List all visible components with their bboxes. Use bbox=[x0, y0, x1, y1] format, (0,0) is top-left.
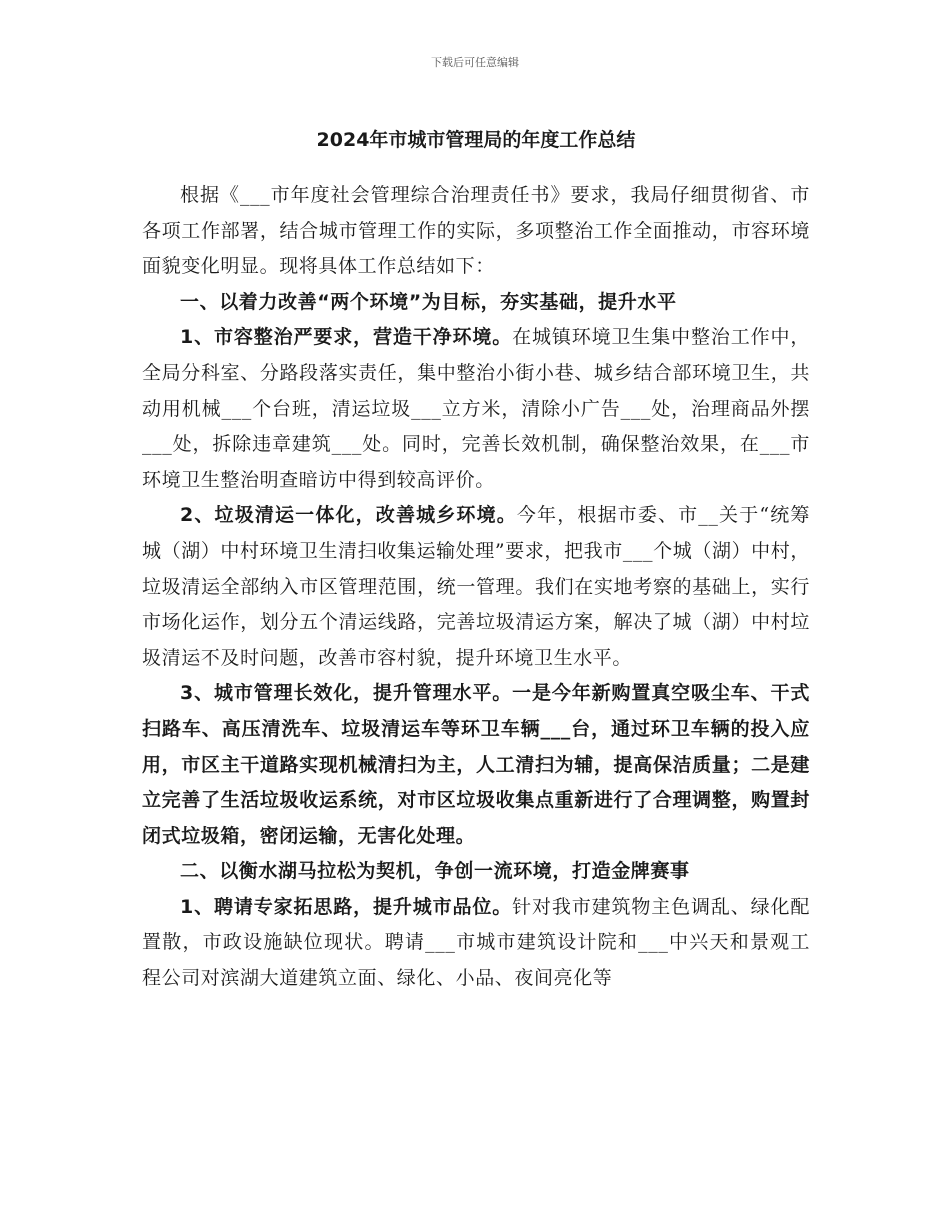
document-title: 2024年市城市管理局的年度工作总结 bbox=[316, 129, 636, 151]
paragraph-1-3: 3、城市管理长效化，提升管理水平。一是今年新购置真空吸尘车、干式扫路车、高压清洗车、垃圾清运车等环卫车辆___台，通过环卫车辆的投入应用，市区主干道路实现机械清扫为主，人工清扫为辅，提高保洁质量；二是建立完善了生活垃圾收运系统，对市区垃圾收集点重新进行了合理调整，购置封闭式垃圾箱，密闭运输，无害化处理。 bbox=[142, 682, 810, 847]
document-body bbox=[142, 120, 810, 997]
paragraph-2-1-body: 针对我市建筑物主色调乱、绿化配置散，市政设施缺位现状。聘请___市城市建筑设计院和___中兴天和景观工程公司对滨湖大道建筑立面、绿化、小品、夜间亮化等 bbox=[142, 895, 810, 990]
paragraph-2-1-lead: 1、聘请专家拓思路，提升城市品位。 bbox=[180, 895, 513, 918]
section-heading-1: 一、以着力改善“两个环境”为目标，夯实基础，提升水平 bbox=[180, 290, 677, 313]
paragraph-1-1-lead: 1、市容整治严要求，营造干净环境。 bbox=[180, 326, 513, 349]
header-note: 下载后可任意编辑 bbox=[431, 56, 519, 69]
paragraph-1-2-body: 今年，根据市委、市__关于“统筹城（湖）中村环境卫生清扫收集运输处理”要求，把我市___个城（湖）中村，垃圾清运全部纳入市区管理范围，统一管理。我们在实地考察的基础上，实行市场化运作，划分五个清运线路，完善垃圾清运方案，解决了城（湖）中村垃圾清运不及时问题，改善市容村貌，提升环境卫生水平。 bbox=[142, 504, 810, 669]
paragraph-1-2 bbox=[142, 498, 810, 676]
intro-paragraph: 根据《___市年度社会管理综合治理责任书》要求，我局仔细贯彻省、市各项工作部署，结合城市管理工作的实际，多项整治工作全面推动，市容环境面貌变化明显。现将具体工作总结如下： bbox=[142, 184, 810, 278]
section-heading-2: 二、以衡水湖马拉松为契机，争创一流环境，打造金牌赛事 bbox=[180, 860, 690, 883]
paragraph-1-1 bbox=[142, 320, 810, 498]
paragraph-2-1 bbox=[142, 890, 810, 997]
paragraph-1-2-lead: 2、垃圾清运一体化，改善城乡环境。 bbox=[180, 504, 517, 527]
paragraph-1-1-body: 在城镇环境卫生集中整治工作中，全局分科室、分路段落实责任，集中整治小街小巷、城乡结合部环境卫生，共动用机械___个台班，清运垃圾___立方米，清除小广告___处，治理商品外摆___处，拆除违章建筑___处。同时，完善长效机制，确保整治效果，在___市环境卫生整治明查暗访中得到较高评价。 bbox=[142, 326, 810, 491]
